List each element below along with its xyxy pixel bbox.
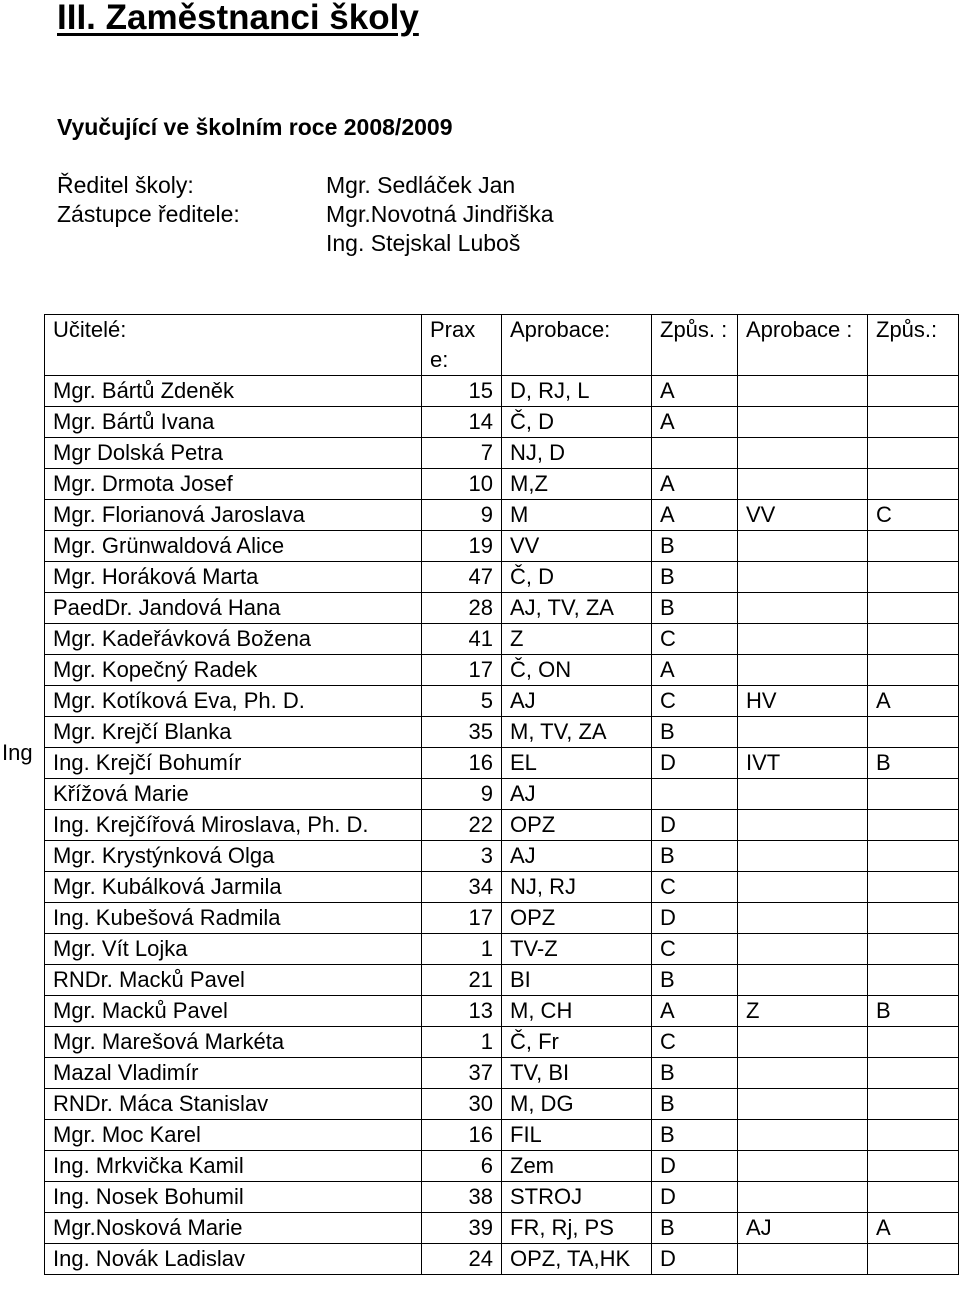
practice-years-cell: 3 xyxy=(422,841,502,872)
approbation-cell: Č, D xyxy=(502,562,652,593)
method-2-cell xyxy=(868,872,959,903)
method-2-cell xyxy=(868,779,959,810)
method-2-cell xyxy=(868,469,959,500)
method-cell: A xyxy=(652,655,738,686)
table-row xyxy=(45,1213,959,1244)
practice-years-cell: 21 xyxy=(422,965,502,996)
table-row xyxy=(45,407,959,438)
page-title: III. Zaměstnanci školy xyxy=(57,0,419,37)
method-2-cell xyxy=(868,1027,959,1058)
teacher-name-cell: Mgr. Marešová Markéta xyxy=(45,1027,422,1058)
approbation-cell: Č, ON xyxy=(502,655,652,686)
head-value: Ing. Stejskal Luboš xyxy=(326,230,521,256)
header-cell: Prax e: xyxy=(422,315,502,376)
head-label: Zástupce ředitele: xyxy=(57,201,240,227)
approbation-2-cell xyxy=(738,655,868,686)
method-cell: A xyxy=(652,469,738,500)
method-2-cell xyxy=(868,717,959,748)
method-cell: B xyxy=(652,593,738,624)
practice-years-cell: 5 xyxy=(422,686,502,717)
practice-years-cell: 6 xyxy=(422,1151,502,1182)
table-row xyxy=(45,562,959,593)
method-cell: B xyxy=(652,1058,738,1089)
table-row xyxy=(45,531,959,562)
method-cell: D xyxy=(652,1244,738,1275)
teacher-name-cell: RNDr. Máca Stanislav xyxy=(45,1089,422,1120)
approbation-cell: M, CH xyxy=(502,996,652,1027)
approbation-2-cell xyxy=(738,1089,868,1120)
teacher-name-cell: Ing. Krejčí Bohumír xyxy=(45,748,422,779)
table-row xyxy=(45,779,959,810)
approbation-2-cell xyxy=(738,1182,868,1213)
method-cell: A xyxy=(652,376,738,407)
practice-years-cell: 14 xyxy=(422,407,502,438)
approbation-cell: EL xyxy=(502,748,652,779)
method-cell: B xyxy=(652,841,738,872)
practice-years-cell: 24 xyxy=(422,1244,502,1275)
practice-years-cell: 34 xyxy=(422,872,502,903)
school-year-heading: Vyučující ve školním roce 2008/2009 xyxy=(57,114,453,140)
practice-years-cell: 9 xyxy=(422,779,502,810)
approbation-2-cell xyxy=(738,903,868,934)
approbation-cell: NJ, D xyxy=(502,438,652,469)
approbation-2-cell xyxy=(738,872,868,903)
method-cell: B xyxy=(652,1213,738,1244)
header-cell: Aprobace: xyxy=(502,315,652,376)
table-row xyxy=(45,376,959,407)
table-row xyxy=(45,469,959,500)
method-2-cell xyxy=(868,376,959,407)
method-cell xyxy=(652,779,738,810)
method-cell: A xyxy=(652,996,738,1027)
approbation-cell: OPZ xyxy=(502,810,652,841)
practice-years-cell: 17 xyxy=(422,655,502,686)
practice-years-cell: 35 xyxy=(422,717,502,748)
method-2-cell xyxy=(868,1244,959,1275)
teacher-name-cell: Mgr. Bártů Zdeněk xyxy=(45,376,422,407)
method-cell: C xyxy=(652,934,738,965)
teacher-name-cell: Ing. Nosek Bohumil xyxy=(45,1182,422,1213)
method-cell: C xyxy=(652,686,738,717)
approbation-2-cell xyxy=(738,810,868,841)
teacher-name-cell: Mgr.Nosková Marie xyxy=(45,1213,422,1244)
practice-years-cell: 41 xyxy=(422,624,502,655)
table-row xyxy=(45,593,959,624)
practice-years-cell: 30 xyxy=(422,1089,502,1120)
approbation-2-cell xyxy=(738,562,868,593)
teacher-name-cell: Mgr. Vít Lojka xyxy=(45,934,422,965)
teacher-name-cell: Ing. Mrkvička Kamil xyxy=(45,1151,422,1182)
method-cell xyxy=(652,438,738,469)
approbation-2-cell: IVT xyxy=(738,748,868,779)
approbation-2-cell xyxy=(738,376,868,407)
method-cell: D xyxy=(652,1151,738,1182)
approbation-2-cell xyxy=(738,1244,868,1275)
practice-years-cell: 38 xyxy=(422,1182,502,1213)
approbation-2-cell: VV xyxy=(738,500,868,531)
table-row xyxy=(45,996,959,1027)
method-cell: B xyxy=(652,965,738,996)
teacher-name-cell: Mgr. Horáková Marta xyxy=(45,562,422,593)
table-row xyxy=(45,934,959,965)
teacher-name-cell: Mgr. Grünwaldová Alice xyxy=(45,531,422,562)
practice-years-cell: 17 xyxy=(422,903,502,934)
method-2-cell xyxy=(868,903,959,934)
approbation-cell: BI xyxy=(502,965,652,996)
teacher-name-cell: RNDr. Macků Pavel xyxy=(45,965,422,996)
method-2-cell: A xyxy=(868,1213,959,1244)
teacher-name-cell: Mgr. Kopečný Radek xyxy=(45,655,422,686)
head-label: Ředitel školy: xyxy=(57,172,194,198)
teacher-name-cell: Mgr. Krejčí Blanka xyxy=(45,717,422,748)
approbation-2-cell xyxy=(738,469,868,500)
table-row xyxy=(45,438,959,469)
method-cell: D xyxy=(652,810,738,841)
approbation-2-cell xyxy=(738,407,868,438)
approbation-cell: VV xyxy=(502,531,652,562)
method-2-cell xyxy=(868,1058,959,1089)
teacher-name-cell: Mgr. Kadeřávková Božena xyxy=(45,624,422,655)
approbation-2-cell xyxy=(738,531,868,562)
method-cell: B xyxy=(652,531,738,562)
approbation-2-cell: AJ xyxy=(738,1213,868,1244)
practice-years-cell: 16 xyxy=(422,1120,502,1151)
approbation-cell: Zem xyxy=(502,1151,652,1182)
approbation-2-cell xyxy=(738,1027,868,1058)
method-2-cell xyxy=(868,624,959,655)
teacher-name-cell: Ing. Novák Ladislav xyxy=(45,1244,422,1275)
approbation-cell: OPZ xyxy=(502,903,652,934)
head-value: Mgr. Sedláček Jan xyxy=(326,172,516,198)
table-row xyxy=(45,655,959,686)
teacher-name-cell: Mgr. Krystýnková Olga xyxy=(45,841,422,872)
approbation-cell: M,Z xyxy=(502,469,652,500)
method-cell: C xyxy=(652,872,738,903)
table-row xyxy=(45,686,959,717)
practice-years-cell: 15 xyxy=(422,376,502,407)
table-row xyxy=(45,965,959,996)
teacher-name-cell: Mgr. Kubálková Jarmila xyxy=(45,872,422,903)
teacher-name-cell: Křížová Marie xyxy=(45,779,422,810)
method-cell: B xyxy=(652,717,738,748)
method-2-cell xyxy=(868,407,959,438)
teacher-name-cell: Mgr. Drmota Josef xyxy=(45,469,422,500)
practice-years-cell: 16 xyxy=(422,748,502,779)
approbation-2-cell xyxy=(738,1120,868,1151)
approbation-cell: AJ xyxy=(502,841,652,872)
approbation-cell: NJ, RJ xyxy=(502,872,652,903)
practice-years-cell: 7 xyxy=(422,438,502,469)
approbation-cell: TV-Z xyxy=(502,934,652,965)
method-2-cell xyxy=(868,1120,959,1151)
teacher-name-cell: Mgr. Macků Pavel xyxy=(45,996,422,1027)
approbation-2-cell xyxy=(738,1058,868,1089)
table-row xyxy=(45,1089,959,1120)
practice-years-cell: 9 xyxy=(422,500,502,531)
practice-years-cell: 47 xyxy=(422,562,502,593)
teacher-name-cell: Mgr Dolská Petra xyxy=(45,438,422,469)
method-2-cell: C xyxy=(868,500,959,531)
method-cell: A xyxy=(652,500,738,531)
approbation-cell: D, RJ, L xyxy=(502,376,652,407)
method-2-cell xyxy=(868,562,959,593)
table-row xyxy=(45,810,959,841)
approbation-2-cell: HV xyxy=(738,686,868,717)
approbation-2-cell xyxy=(738,717,868,748)
method-cell: B xyxy=(652,1089,738,1120)
table-row xyxy=(45,1058,959,1089)
approbation-2-cell xyxy=(738,841,868,872)
teacher-name-cell: Mazal Vladimír xyxy=(45,1058,422,1089)
practice-years-cell: 19 xyxy=(422,531,502,562)
approbation-cell: Z xyxy=(502,624,652,655)
head-value: Mgr.Novotná Jindřiška xyxy=(326,201,554,227)
approbation-cell: M, DG xyxy=(502,1089,652,1120)
practice-years-cell: 39 xyxy=(422,1213,502,1244)
approbation-cell: STROJ xyxy=(502,1182,652,1213)
approbation-2-cell xyxy=(738,593,868,624)
teacher-name-cell: Mgr. Moc Karel xyxy=(45,1120,422,1151)
header-cell: Učitelé: xyxy=(45,315,422,376)
practice-years-cell: 10 xyxy=(422,469,502,500)
table-row xyxy=(45,1027,959,1058)
method-2-cell xyxy=(868,841,959,872)
approbation-2-cell: Z xyxy=(738,996,868,1027)
practice-years-cell: 13 xyxy=(422,996,502,1027)
approbation-cell: AJ xyxy=(502,686,652,717)
table-row xyxy=(45,1151,959,1182)
approbation-cell: OPZ, TA,HK xyxy=(502,1244,652,1275)
practice-years-cell: 22 xyxy=(422,810,502,841)
method-2-cell xyxy=(868,531,959,562)
margin-note: Ing xyxy=(2,740,33,765)
approbation-cell: AJ, TV, ZA xyxy=(502,593,652,624)
method-cell: B xyxy=(652,1120,738,1151)
table-row xyxy=(45,872,959,903)
teacher-name-cell: Mgr. Kotíková Eva, Ph. D. xyxy=(45,686,422,717)
header-cell: Způs.: xyxy=(868,315,959,376)
method-cell: D xyxy=(652,1182,738,1213)
table-row xyxy=(45,1244,959,1275)
header-cell: Způs. : xyxy=(652,315,738,376)
table-row xyxy=(45,841,959,872)
approbation-cell: AJ xyxy=(502,779,652,810)
approbation-2-cell xyxy=(738,779,868,810)
method-2-cell xyxy=(868,593,959,624)
table-row xyxy=(45,1182,959,1213)
method-2-cell xyxy=(868,438,959,469)
method-2-cell xyxy=(868,1151,959,1182)
approbation-2-cell xyxy=(738,1151,868,1182)
table-row xyxy=(45,500,959,531)
teacher-name-cell: PaedDr. Jandová Hana xyxy=(45,593,422,624)
approbation-cell: FIL xyxy=(502,1120,652,1151)
practice-years-cell: 28 xyxy=(422,593,502,624)
method-2-cell xyxy=(868,965,959,996)
table-row xyxy=(45,748,959,779)
method-cell: D xyxy=(652,748,738,779)
method-2-cell xyxy=(868,810,959,841)
method-cell: C xyxy=(652,624,738,655)
practice-years-cell: 1 xyxy=(422,1027,502,1058)
approbation-cell: M, TV, ZA xyxy=(502,717,652,748)
approbation-2-cell xyxy=(738,624,868,655)
method-2-cell xyxy=(868,1182,959,1213)
header-cell: Aprobace : xyxy=(738,315,868,376)
teacher-name-cell: Mgr. Bártů Ivana xyxy=(45,407,422,438)
teacher-name-cell: Mgr. Florianová Jaroslava xyxy=(45,500,422,531)
method-2-cell: B xyxy=(868,996,959,1027)
table-header-row xyxy=(45,315,959,376)
table-row xyxy=(45,1120,959,1151)
method-2-cell: A xyxy=(868,686,959,717)
table-row xyxy=(45,717,959,748)
method-2-cell xyxy=(868,934,959,965)
teacher-name-cell: Ing. Krejčířová Miroslava, Ph. D. xyxy=(45,810,422,841)
approbation-cell: Č, D xyxy=(502,407,652,438)
approbation-cell: TV, BI xyxy=(502,1058,652,1089)
approbation-2-cell xyxy=(738,965,868,996)
method-2-cell xyxy=(868,1089,959,1120)
staff-table xyxy=(44,314,959,1275)
method-cell: C xyxy=(652,1027,738,1058)
method-cell: D xyxy=(652,903,738,934)
table-row xyxy=(45,624,959,655)
method-cell: B xyxy=(652,562,738,593)
teacher-name-cell: Ing. Kubešová Radmila xyxy=(45,903,422,934)
table-row xyxy=(45,903,959,934)
approbation-cell: Č, Fr xyxy=(502,1027,652,1058)
method-2-cell xyxy=(868,655,959,686)
practice-years-cell: 37 xyxy=(422,1058,502,1089)
approbation-2-cell xyxy=(738,934,868,965)
method-2-cell: B xyxy=(868,748,959,779)
approbation-cell: M xyxy=(502,500,652,531)
method-cell: A xyxy=(652,407,738,438)
approbation-2-cell xyxy=(738,438,868,469)
approbation-cell: FR, Rj, PS xyxy=(502,1213,652,1244)
practice-years-cell: 1 xyxy=(422,934,502,965)
